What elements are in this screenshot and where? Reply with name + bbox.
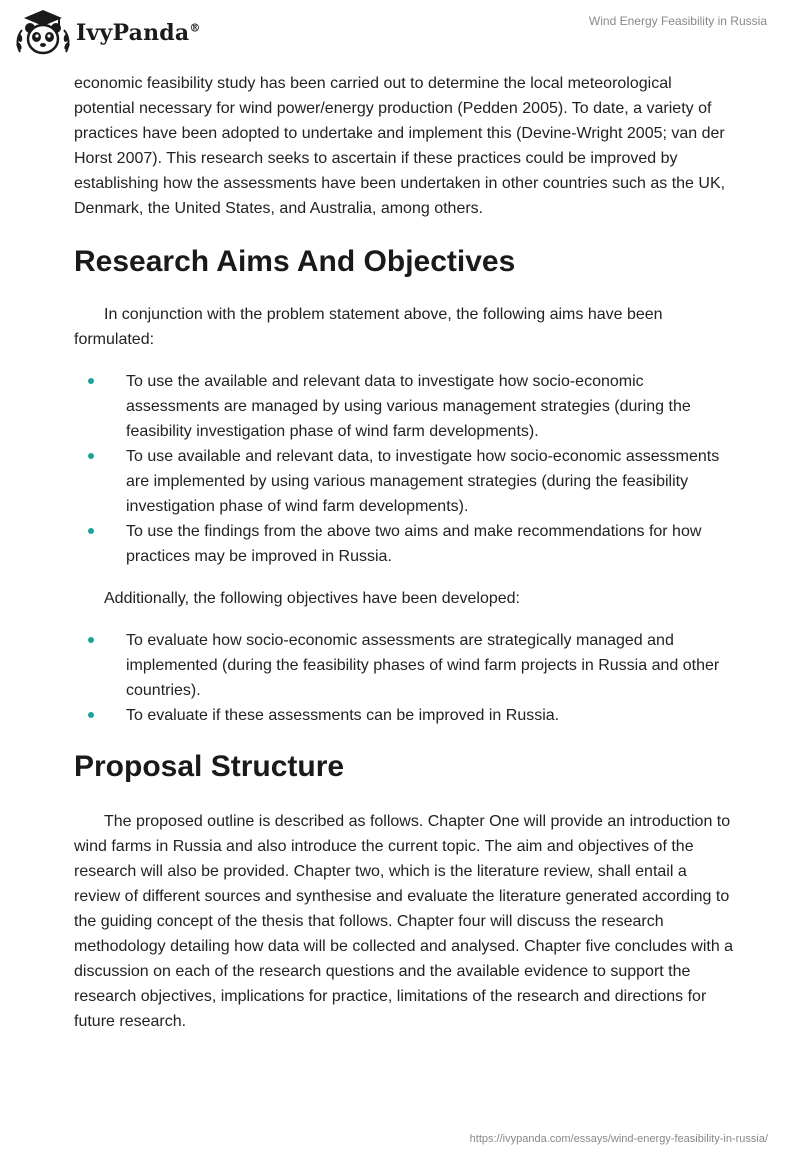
list-item-text: To use the findings from the above two aims and make recommendations for how practices may be improved in Russia. [126,523,702,565]
list-item-text: To evaluate if these assessments can be improved in Russia. [126,707,560,724]
list-item [74,444,734,519]
logo[interactable] [14,8,201,58]
objectives-list [74,628,734,728]
objectives-intro-paragraph: Additionally, the following objectives have been developed: [104,590,520,607]
bullet-icon [88,712,94,718]
list-item [74,628,734,703]
logo-text: IvyPanda® [76,20,201,46]
list-item [74,519,734,569]
list-item [74,369,734,444]
registered-mark: ® [189,21,201,35]
section-heading-proposal-structure: Proposal Structure [74,750,345,783]
bullet-icon [88,453,94,459]
section-heading-research-aims: Research Aims And Objectives [74,245,516,278]
source-url[interactable]: https://ivypanda.com/essays/wind-energy-feasibility-in-russia/ [469,1133,768,1145]
bullet-icon [88,378,94,384]
document-title: Wind Energy Feasibility in Russia [588,14,767,28]
list-item-text: To evaluate how socio-economic assessments are strategically managed and implemented (during the feasibility phases of wind farm projects in Russia and other countries). [126,632,720,699]
aims-list [74,369,734,569]
proposal-structure-paragraph: The proposed outline is described as follows. Chapter One will provide an introduction to wind farms in Russia and also introduce the current topic. The aim and objectives of the research will also be provided. Chapter two, which is the literature review, shall entail a review of different sources and synthesise and evaluate the literature generated according to the guiding concept of the thesis that follows. Chapter four will discuss the research methodology detailing how data will be collected and analysed. Chapter five concludes with a discussion on each of the research questions and the available evidence to support the research objectives, implications for practice, limitations of the research and directions for future research. [74,813,734,1030]
bullet-icon [88,637,94,643]
list-item-text: To use the available and relevant data to investigate how socio-economic assessments are managed by using various management strategies (during the feasibility investigation phase of wind farm developments). [126,373,691,440]
page-header [0,0,800,64]
bullet-icon [88,528,94,534]
aims-intro-paragraph: In conjunction with the problem statement above, the following aims have been formulated: [74,306,663,348]
panda-logo-icon [14,8,72,58]
intro-paragraph: economic feasibility study has been carried out to determine the local meteorological potential necessary for wind power/energy production (Pedden 2005). To date, a variety of practices have been adopted to undertake and implement this (Devine-Wright 2005; van der Horst 2007). This research seeks to ascertain if these practices could be improved by establishing how the assessments have been undertaken in other countries such as the UK, Denmark, the United States, and Australia, among others. [74,75,726,217]
essay-content [74,71,734,1034]
list-item-text: To use available and relevant data, to investigate how socio-economic assessments are implemented by using various management strategies (during the feasibility investigation phase of wind farm developments). [126,448,720,515]
list-item [74,703,734,728]
